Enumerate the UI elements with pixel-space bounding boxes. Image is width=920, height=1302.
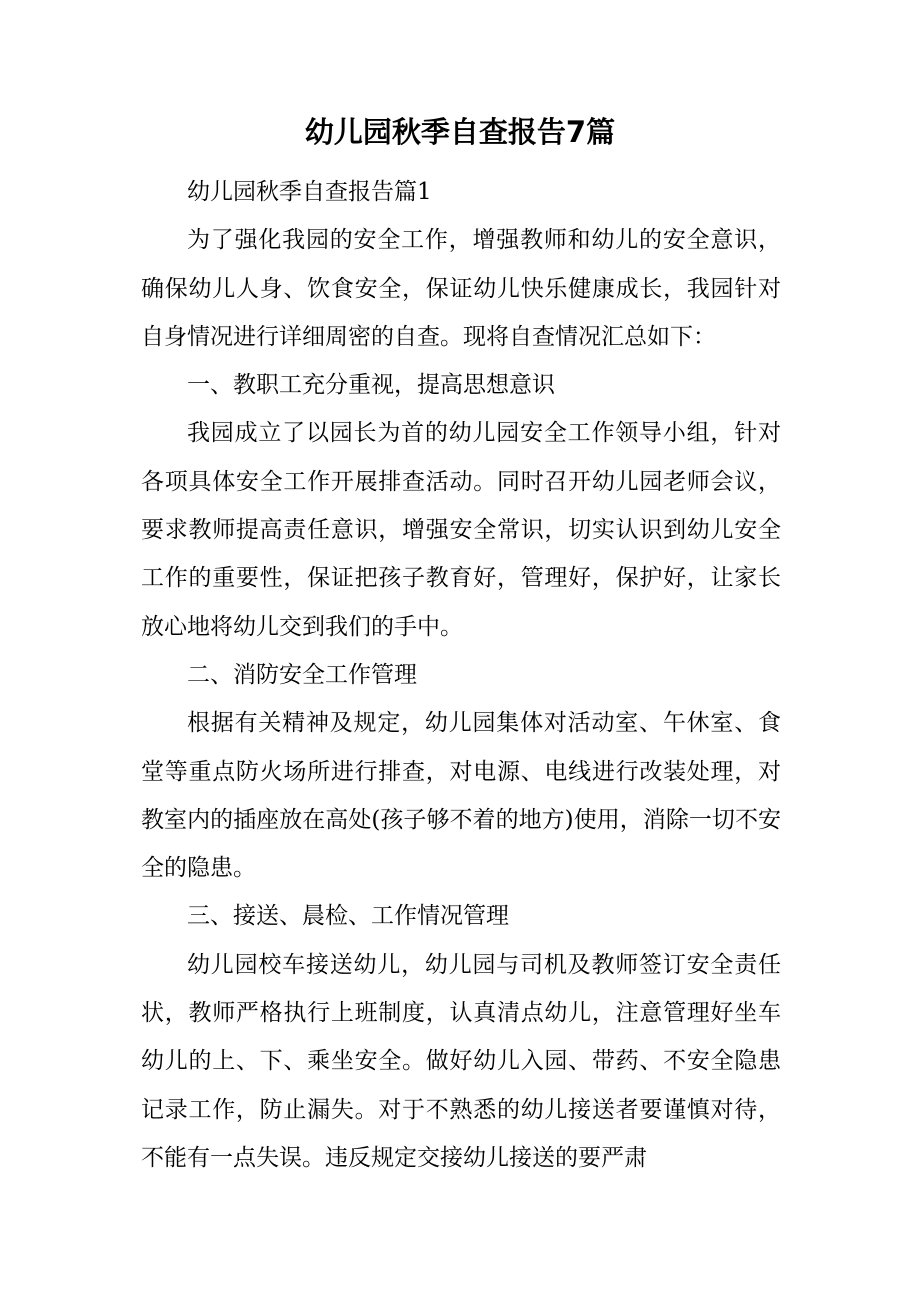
subtitle-paragraph: 幼儿园秋季自查报告篇1 [187,179,432,205]
section-heading-1: 一、教职工充分重视，提高思想意识 [187,372,555,399]
section-heading-2: 二、消防安全工作管理 [187,661,417,688]
section-1-paragraph: 我园成立了以园长为首的幼儿园安全工作领导小组，针对各项具体安全工作开展排查活动。同时召开幼儿园老师会议，要求教师提高责任意识，增强安全常识，切实认识到幼儿安全工作的重要性，保证把孩子教育好，管理好，保护好，让家长放心地将幼儿交到我们的手中。 [141,420,781,640]
section-3-paragraph: 幼儿园校车接送幼儿，幼儿园与司机及教师签订安全责任状，教师严格执行上班制度，认真清点幼儿，注意管理好坐车幼儿的上、下、乘坐安全。做好幼儿入园、带药、不安全隐患记录工作，防止漏失。对于不熟悉的幼儿接送者要谨慎对待，不能有一点失误。违反规定交接幼儿接送的要严肃 [141,951,781,1171]
intro-paragraph: 为了强化我园的安全工作，增强教师和幼儿的安全意识，确保幼儿人身、饮食安全，保证幼儿快乐健康成长，我园针对自身情况进行详细周密的自查。现将自查情况汇总如下： [141,227,781,350]
document-body [141,168,781,1182]
document-title: 幼儿园秋季自查报告7篇 [304,115,616,149]
section-2-paragraph: 根据有关精神及规定，幼儿园集体对活动室、午休室、食堂等重点防火场所进行排查，对电源、电线进行改装处理，对教室内的插座放在高处(孩子够不着的地方)使用，消除一切不安全的隐患。 [141,710,781,882]
section-heading-3: 三、接送、晨检、工作情况管理 [187,903,509,930]
